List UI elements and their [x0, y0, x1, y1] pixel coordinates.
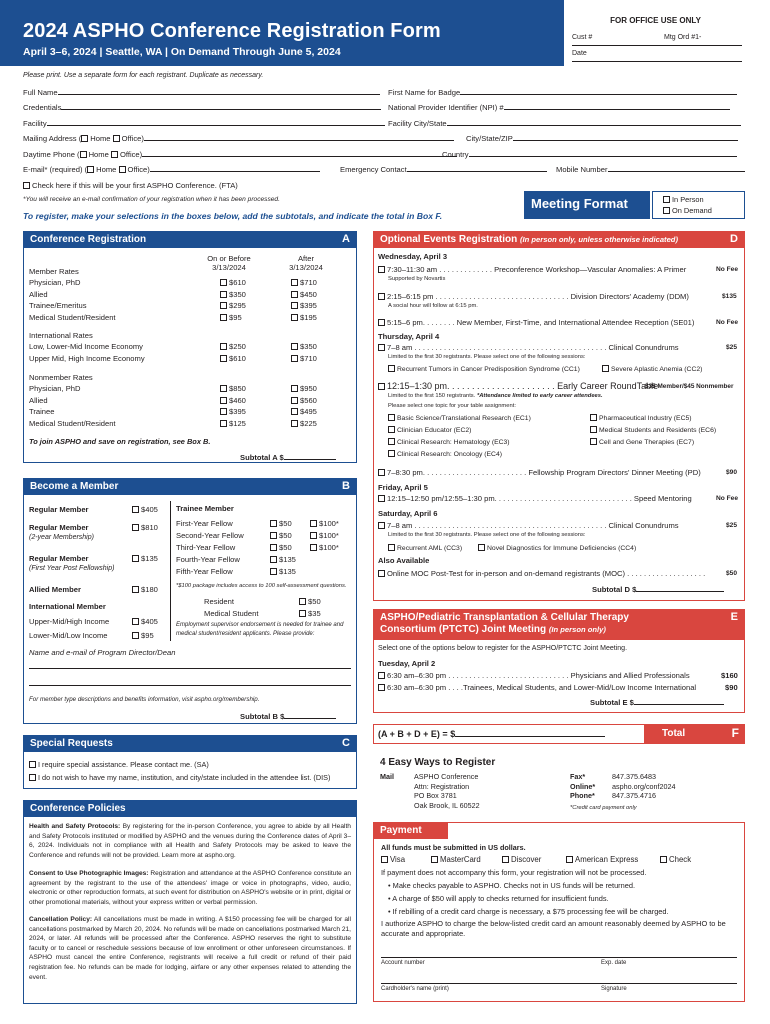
trainee-level-label: Fifth-Year Fellow	[176, 567, 233, 576]
rate-group-heading: Nonmember Rates	[29, 373, 93, 382]
thursday-heading: Thursday, April 4	[378, 332, 440, 341]
late-rate-option[interactable]: $395	[291, 301, 317, 310]
payment-visa[interactable]: Visa	[381, 855, 405, 864]
event-conundrums-sat[interactable]: 7–8 am . . . . . . . . . . . . . . . . . . . . . . . . . . . . . . . . . . . . . . . . . . . . . . Clinical Conundrums	[378, 521, 679, 530]
event-dinner-price: $90	[726, 469, 738, 476]
late-rate-option[interactable]: $350	[291, 342, 317, 351]
payment-bullet-2: • A charge of $50 will apply to checks returned for insufficient funds.	[388, 894, 609, 903]
session-cc1[interactable]: Recurrent Tumors in Cancer Predisposition Syndrome (CC1)	[388, 365, 580, 373]
total-label: Total F	[644, 724, 745, 744]
trainee-level-label: First-Year Fellow	[176, 519, 233, 528]
exp-date-label: Exp. date	[601, 960, 627, 966]
cardholder-line[interactable]	[381, 983, 737, 984]
joint-option-physicians[interactable]: 6:30 am–6:30 pm . . . . . . . . . . . . . . . . . . . . . . . . . . . . . Physicians and Allied Professionals	[378, 671, 690, 680]
event-moc-price: $50	[726, 570, 738, 577]
health-safety-policy: Health and Safety Protocols: By registering for the in-person Conference, you agree to abide by all Health and Safety Protocols instituted or modified by ASPHO and the venues during the Conference dates of April 3–6, 2024. Individuals not in compliance with all Health and Safety Protocols may be asked to leave the Conference and refunds will not be provided. Learn more at aspho.org.	[29, 823, 351, 859]
early-rate-option[interactable]: $125	[220, 419, 246, 428]
joint-option-physicians-price: $160	[721, 671, 738, 680]
office-checkbox[interactable]	[119, 166, 126, 173]
roundtable-topic-option[interactable]: Clinical Research: Oncology (EC4)	[388, 450, 502, 458]
subtotal-e[interactable]: Subtotal E $	[590, 698, 724, 707]
cancellation-policy: Cancellation Policy: All cancellations must be made in writing. A $150 processing fee will be charged for all cancellations postmarked by March 20, 2024. No refunds will be made on cancellations postmarked March 21, 2024, or later. All refunds will be processed after the Conference. ASPHO reserves the right to substitute faculty or to cancel or reschedule sessions because of low enrollment or other unforeseen circumstances. If ASPHO must cancel the entire Conference, registrants will receive a full credit or refund of their paid registration fee. No refunds can be made for lodging, airfare or any other expenses related to attending the event.	[29, 916, 351, 981]
rate-label: Trainee/Emeritus	[29, 301, 87, 310]
mail-label: Mail	[380, 772, 394, 781]
subtotal-d[interactable]: Subtotal D $	[592, 585, 724, 594]
daytime-phone-field[interactable]: Daytime Phone ( Home Office)	[23, 150, 457, 159]
late-rate-option[interactable]: $560	[291, 396, 317, 405]
endorsement-note: Employment supervisor endorsement is needed for trainee and medical student/resident applicants. Please provide:	[176, 622, 344, 637]
international-member-label: International Member	[29, 602, 106, 611]
badge-name-field[interactable]: First Name for Badge	[388, 88, 737, 97]
form-subtitle: April 3–6, 2024 | Seattle, WA | On Demand Through June 5, 2024	[23, 46, 341, 58]
lower-income-option[interactable]: $95	[132, 631, 154, 640]
early-rate-option[interactable]: $295	[220, 301, 246, 310]
director-line-1[interactable]	[29, 668, 351, 669]
event-conundrums-thu-note: Limited to the first 30 registrants. Please select one of the following sessions:	[388, 354, 586, 360]
full-name-field[interactable]: Full Name	[23, 88, 380, 97]
section-a	[23, 231, 357, 463]
event-conundrums-thu[interactable]: 7–8 am . . . . . . . . . . . . . . . . . . . . . . . . . . . . . . . . . . . . . . . . . . . . . . Clinical Conundrums	[378, 343, 679, 352]
package-note: *$100 package includes access to 100 self-assessment questions.	[176, 583, 347, 589]
cust-field[interactable]: Cust # Mtg Ord #1-	[572, 34, 742, 46]
trainee-rate-option[interactable]: $50	[270, 531, 292, 540]
section-b-header: Become a Member B	[24, 479, 356, 495]
online-url[interactable]: aspho.org/conf2024	[612, 781, 676, 791]
trainee-rate-option[interactable]: $50	[270, 543, 292, 552]
early-rate-option[interactable]: $95	[220, 313, 242, 322]
resident-label: Resident	[204, 597, 234, 606]
membership-info-note: For member type descriptions and benefits information, visit aspho.org/membership.	[29, 696, 260, 703]
director-label: Name and e-mail of Program Director/Dean	[29, 648, 176, 657]
event-ddm-note: A social hour will follow at 6:15 pm.	[388, 303, 478, 309]
first-conference-checkbox[interactable]: Check here if this will be your first ASPHO Conference. (FTA)	[23, 181, 238, 190]
roundtable-topic-option[interactable]: Basic Science/Translational Research (EC1)	[388, 414, 531, 422]
medical-student-label: Medical Student	[204, 609, 259, 618]
npi-field[interactable]: National Provider Identifier (NPI) #	[388, 103, 730, 112]
mail-address: ASPHO Conference Attn: Registration PO Box 3781 Oak Brook, IL 60522	[414, 772, 480, 810]
regular-member-2yr-label: Regular Member	[29, 523, 89, 532]
rate-label: Upper Mid, High Income Economy	[29, 353, 145, 363]
rate-label: Allied	[29, 395, 48, 405]
email-field[interactable]: E-mail* (required) ( Home Office)	[23, 165, 320, 174]
trainee-level-label: Third-Year Fellow	[176, 543, 236, 552]
early-rate-option[interactable]: $850	[220, 384, 246, 393]
section-f	[373, 724, 745, 744]
regular-member-label: Regular Member	[29, 505, 89, 514]
lower-income-label: Lower-Mid/Low Income	[29, 631, 108, 640]
session-cc3[interactable]: Recurrent AML (CC3)	[388, 544, 462, 552]
on-demand-option[interactable]: On Demand	[663, 205, 744, 216]
header-banner	[0, 0, 564, 66]
saturday-heading: Saturday, April 6	[378, 509, 438, 518]
session-cc4[interactable]: Novel Diagnostics for Immune Deficiencies (CC4)	[478, 544, 636, 552]
early-rate-option[interactable]: $250	[220, 342, 246, 351]
fax-number: 847.375.6483	[612, 772, 656, 781]
home-checkbox[interactable]	[81, 135, 88, 142]
event-preconference-price: No Fee	[716, 266, 738, 273]
contact-labels: Fax* Online* Phone*	[570, 772, 596, 801]
rate-label: Physician, PhD	[29, 278, 81, 287]
late-column-header: After 3/13/2024	[289, 254, 323, 272]
trainee-level-label: Second-Year Fellow	[176, 531, 244, 540]
trainee-package-option[interactable]: $100*	[310, 531, 339, 540]
section-c-header: Special Requests C	[24, 736, 356, 752]
policies-header: Conference Policies	[24, 801, 356, 817]
rate-label: Physician, PhD	[29, 384, 81, 393]
event-preconference-note: Supported by Novartis	[388, 276, 446, 282]
upper-income-option[interactable]: $405	[132, 617, 158, 626]
regular-member-option[interactable]: $405	[132, 505, 158, 514]
late-rate-option[interactable]: $950	[291, 384, 317, 393]
event-reception-price: No Fee	[716, 319, 738, 326]
friday-heading: Friday, April 5	[378, 483, 428, 492]
event-mentoring-price: No Fee	[716, 495, 738, 502]
section-b	[23, 478, 357, 724]
cardholder-label: Cardholder's name (print)	[381, 986, 449, 992]
late-rate-option[interactable]: $450	[291, 290, 317, 299]
payment-check[interactable]: Check	[660, 855, 691, 864]
policies-section	[23, 800, 357, 1004]
office-checkbox[interactable]	[113, 135, 120, 142]
account-number-label: Account number	[381, 960, 425, 966]
payment-bullet-3: • If rebilling of a credit card charge is necessary, a $75 processing fee will be charged.	[388, 907, 669, 916]
regular-member-post-option[interactable]: $135	[132, 554, 158, 563]
confirmation-note: *You will receive an e-mail confirmation of your registration when it has been processed.	[23, 196, 280, 203]
section-e-header: ASPHO/Pediatric Transplantation & Cellular Therapy Consortium (PTCTC) Joint Meeting (In person only) E	[374, 610, 744, 640]
mailing-address-field[interactable]: Mailing Address ( Home Office)	[23, 134, 454, 143]
roundtable-topic-option[interactable]: Cell and Gene Therapies (EC7)	[590, 438, 694, 446]
credentials-field[interactable]: Credentials	[23, 103, 381, 112]
late-rate-option[interactable]: $495	[291, 407, 317, 416]
rate-label: Medical Student/Resident	[29, 312, 116, 322]
payment-amex[interactable]: American Express	[566, 855, 638, 864]
city-state-zip-field[interactable]: City/State/ZIP	[466, 134, 738, 143]
country-field[interactable]: Country	[442, 150, 737, 159]
event-roundtable-note: Limited to the first 150 registrants. *Attendance limited to early career attendees.	[388, 393, 603, 399]
director-line-2[interactable]	[29, 685, 351, 686]
meeting-format-label: Meeting Format	[524, 191, 650, 219]
joint-option-trainees-price: $90	[725, 683, 738, 692]
rate-label: Low, Lower-Mid Income Economy	[29, 342, 143, 351]
home-checkbox[interactable]	[87, 166, 94, 173]
late-rate-option[interactable]: $225	[291, 419, 317, 428]
early-rate-option[interactable]: $610	[220, 278, 246, 287]
event-conundrums-sat-price: $25	[726, 522, 738, 529]
payment-mastercard[interactable]: MasterCard	[431, 855, 481, 864]
authorization-text: I authorize ASPHO to charge the below-listed credit card an amount reasonably deemed by ASPHO to be accurate and appropriate.	[381, 919, 726, 938]
instruction-text: To register, make your selections in the boxes below, add the subtotals, and indicate the total in Box F.	[23, 211, 443, 221]
event-moc[interactable]: Online MOC Post-Test for in-person and on-demand registrants (MOC) . . . . . . . . . . . . . . . . . . .	[378, 569, 705, 578]
rate-label: Allied	[29, 289, 48, 299]
contact-values	[612, 772, 676, 801]
late-rate-option[interactable]: $195	[291, 313, 317, 322]
event-preconference[interactable]: 7:30–11:30 am . . . . . . . . . . . . . Preconference Workshop—Vascular Anomalies: A Primer	[378, 265, 686, 274]
trainee-rate-option[interactable]: $50	[270, 519, 292, 528]
regular-member-2yr-option[interactable]: $810	[132, 523, 158, 532]
rate-label: Medical Student/Resident	[29, 418, 116, 428]
total-formula[interactable]: (A + B + D + E) = $	[378, 729, 605, 739]
early-rate-option[interactable]: $395	[220, 407, 246, 416]
special-assistance-option[interactable]: I require special assistance. Please contact me. (SA)	[29, 760, 209, 769]
section-a-header: Conference Registration A	[24, 232, 356, 248]
phone-number: 847.375.4716	[612, 791, 656, 801]
tuesday-heading: Tuesday, April 2	[378, 659, 436, 668]
early-rate-option[interactable]: $350	[220, 290, 246, 299]
allied-member-label: Allied Member	[29, 585, 81, 594]
facility-field[interactable]: Facility	[23, 119, 385, 128]
rate-group-heading: International Rates	[29, 331, 93, 340]
rate-group-heading: Member Rates	[29, 267, 79, 276]
regular-member-post-label: Regular Member	[29, 554, 89, 563]
session-cc2[interactable]: Severe Aplastic Anemia (CC2)	[602, 365, 702, 373]
usd-note: All funds must be submitted in US dollars.	[381, 843, 526, 852]
section-d	[373, 231, 745, 601]
regular-member-post-note: (First Year Post Fellowship)	[29, 565, 115, 572]
rate-label: Trainee	[29, 407, 55, 416]
joint-meeting-instruction: Select one of the options below to register for the ASPHO/PTCTC Joint Meeting.	[378, 645, 628, 652]
regular-member-2yr-note: (2-year Membership)	[29, 534, 94, 541]
event-reception[interactable]: 5:15–6 pm. . . . . . . . New Member, First-Time, and International Attendee Reception (SE01)	[378, 318, 694, 327]
in-person-option[interactable]: In Person	[663, 194, 744, 205]
payment-discover[interactable]: Discover	[502, 855, 541, 864]
section-c	[23, 735, 357, 789]
early-rate-option[interactable]: $610	[220, 354, 246, 363]
credit-card-note: *Credit card payment only	[570, 805, 637, 811]
print-note: Please print. Use a separate form for each registrant. Duplicate as necessary.	[23, 72, 264, 79]
section-e	[373, 609, 745, 713]
trainee-rate-option[interactable]: $135	[270, 567, 296, 576]
event-conundrums-sat-note: Limited to the first 30 registrants. Please select one of the following sessions:	[388, 532, 586, 538]
trainee-rate-option[interactable]: $135	[270, 555, 296, 564]
event-ddm-price: $135	[722, 293, 737, 300]
signature-label: Signature	[601, 986, 627, 992]
late-rate-option[interactable]: $710	[291, 354, 317, 363]
event-conundrums-thu-price: $25	[726, 344, 738, 351]
date-field[interactable]: Date	[572, 50, 742, 62]
event-ddm[interactable]: 2:15–6:15 pm . . . . . . . . . . . . . . . . . . . . . . . . . . . . . . . . Division Directors' Academy (DDM)	[378, 292, 689, 301]
joint-option-trainees[interactable]: 6:30 am–6:30 pm . . . .Trainees, Medical Students, and Lower-Mid/Low Income International	[378, 683, 696, 692]
resident-option[interactable]: $50	[299, 597, 321, 606]
office-use-title: FOR OFFICE USE ONLY	[610, 16, 701, 25]
roundtable-topic-option[interactable]: Medical Students and Residents (EC6)	[590, 426, 716, 434]
join-note: To join ASPHO and save on registration, see Box B.	[29, 437, 211, 446]
subtotal-b[interactable]: Subtotal B $	[240, 712, 336, 721]
event-mentoring[interactable]: 12:15–12:50 pm/12:55–1:30 pm. . . . . . . . . . . . . . . . . . . . . . . . . . . . . . . . . Speed Mentoring	[378, 494, 692, 503]
exclude-from-list-option[interactable]: I do not wish to have my name, institution, and city/state included in the attendee list. (DIS)	[29, 773, 330, 782]
event-roundtable-price: $35 Member/$45 Nonmember	[645, 383, 734, 390]
office-checkbox[interactable]	[111, 151, 118, 158]
payment-section	[373, 822, 745, 1002]
wednesday-heading: Wednesday, April 3	[378, 252, 448, 261]
trainee-member-label: Trainee Member	[176, 504, 234, 513]
payment-bullet-1: • Make checks payable to ASPHO. Checks not in US funds will be returned.	[388, 881, 636, 890]
payment-required-note: If payment does not accompany this form, your registration will not be processed.	[381, 868, 647, 877]
office-use-box	[568, 16, 743, 62]
also-available-heading: Also Available	[378, 556, 430, 565]
trainee-level-label: Fourth-Year Fellow	[176, 555, 240, 564]
mobile-number-field[interactable]: Mobile Number	[556, 165, 745, 174]
allied-member-option[interactable]: $180	[132, 585, 158, 594]
ways-to-register-title: 4 Easy Ways to Register	[380, 757, 496, 768]
early-rate-option[interactable]: $460	[220, 396, 246, 405]
emergency-contact-field[interactable]: Emergency Contact	[340, 165, 547, 174]
roundtable-topic-option[interactable]: Clinician Educator (EC2)	[388, 426, 471, 434]
form-title: 2024 ASPHO Conference Registration Form	[23, 20, 441, 42]
trainee-package-option[interactable]: $100*	[310, 519, 339, 528]
roundtable-topic-option[interactable]: Pharmaceutical Industry (EC5)	[590, 414, 692, 422]
facility-city-field[interactable]: Facility City/State	[388, 119, 741, 128]
medical-student-option[interactable]: $35	[299, 609, 321, 618]
subtotal-a[interactable]: Subtotal A $	[240, 453, 336, 462]
payment-header: Payment	[374, 823, 448, 839]
topic-instruction: Please select one topic for your table assignment:	[388, 403, 516, 409]
event-roundtable[interactable]: 12:15–1:30 pm. . . . . . . . . . . . . . . . . . . . . . Early Career RoundTable	[378, 381, 658, 391]
upper-income-label: Upper-Mid/High Income	[29, 617, 110, 626]
account-line[interactable]	[381, 957, 737, 958]
trainee-package-option[interactable]: $100*	[310, 543, 339, 552]
section-d-header: Optional Events Registration (In person only, unless otherwise indicated) D	[374, 232, 744, 248]
roundtable-topic-option[interactable]: Clinical Research: Hematology (EC3)	[388, 438, 510, 446]
event-dinner[interactable]: 7–8:30 pm. . . . . . . . . . . . . . . . . . . . . . . . . Fellowship Program Directors' Dinner Meeting (PD)	[378, 468, 701, 477]
early-column-header: On or Before 3/13/2024	[207, 254, 251, 272]
home-checkbox[interactable]	[80, 151, 87, 158]
photo-consent-policy: Consent to Use Photographic Images: Registration and attendance at the ASPHO Conference constitute an agreement by the registrant to the use of the attendees' image or voice in photographs, video, audio, electronic or other reproduction formats, at such event for distribution on ASPHO's website or in print, digital or other promotional materials, without your express written or verbal permission.	[29, 870, 352, 906]
late-rate-option[interactable]: $710	[291, 278, 317, 287]
meeting-format-options	[652, 191, 745, 219]
